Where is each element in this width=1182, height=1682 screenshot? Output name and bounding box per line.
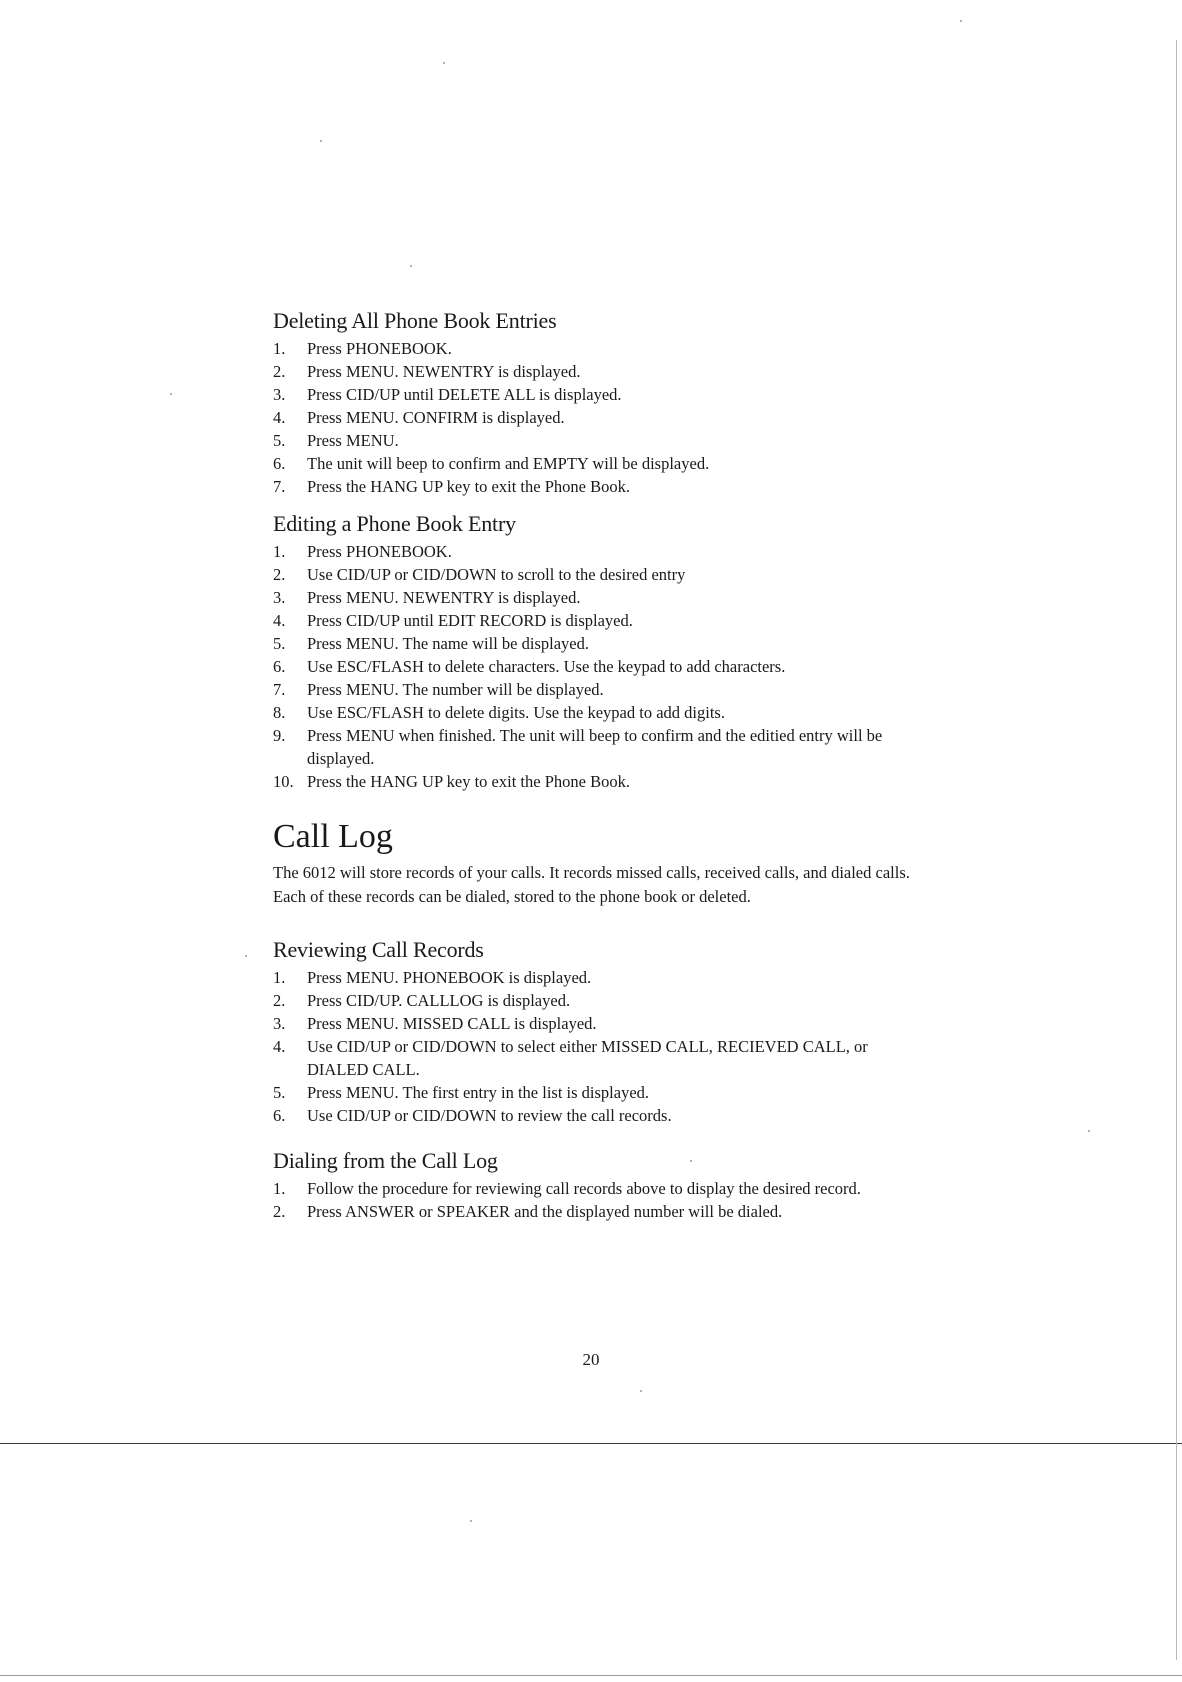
step-text: Press PHONEBOOK.: [307, 542, 452, 561]
section-review-calls: [273, 936, 913, 1127]
section-delete-all: [273, 307, 913, 498]
list-item: [273, 337, 913, 360]
step-number: 2.: [273, 1202, 286, 1221]
list-item: [273, 586, 913, 609]
section-dial-from-log: [273, 1147, 913, 1223]
step-number: 4.: [273, 1037, 286, 1056]
step-number: 6.: [273, 454, 286, 473]
step-text: Use ESC/FLASH to delete characters. Use the keypad to add characters.: [307, 657, 786, 676]
step-number: 7.: [273, 477, 286, 496]
scan-edge-right: [1176, 40, 1177, 1660]
step-text: Press MENU. The number will be displayed.: [307, 680, 604, 699]
step-list: [273, 540, 913, 793]
list-item: [273, 540, 913, 563]
step-number: 3.: [273, 385, 286, 404]
list-item: [273, 475, 913, 498]
step-list: [273, 1177, 913, 1223]
list-item: [273, 1012, 913, 1035]
step-text: Use CID/UP or CID/DOWN to review the call records.: [307, 1106, 672, 1125]
scan-speck: [410, 265, 412, 267]
step-number: 8.: [273, 703, 286, 722]
call-log-intro: The 6012 will store records of your calls. It records missed calls, received calls, and dialed calls. Each of these records can be dialed, stored to the phone book or deleted.: [273, 863, 910, 906]
step-list: [273, 966, 913, 1127]
step-number: 5.: [273, 634, 286, 653]
step-number: 6.: [273, 657, 286, 676]
step-text: Press the HANG UP key to exit the Phone Book.: [307, 477, 630, 496]
scan-speck: [320, 140, 322, 142]
step-number: 3.: [273, 1014, 286, 1033]
page-content: [273, 307, 913, 1223]
step-text: Use ESC/FLASH to delete digits. Use the keypad to add digits.: [307, 703, 725, 722]
list-item: [273, 1104, 913, 1127]
step-number: 6.: [273, 1106, 286, 1125]
section-heading: Reviewing Call Records: [273, 937, 484, 962]
list-item: [273, 632, 913, 655]
step-number: 1.: [273, 339, 286, 358]
scan-speck: [690, 1160, 692, 1162]
scan-speck: [960, 20, 962, 22]
list-item: [273, 406, 913, 429]
step-text: Follow the procedure for reviewing call records above to display the desired record.: [307, 1179, 861, 1198]
list-item: [273, 1200, 913, 1223]
step-number: 7.: [273, 680, 286, 699]
step-text: Press MENU. The name will be displayed.: [307, 634, 589, 653]
step-text: Use CID/UP or CID/DOWN to select either MISSED CALL, RECIEVED CALL, or DIALED CALL.: [307, 1037, 868, 1079]
page-divider: [0, 1443, 1182, 1444]
step-text: Press MENU. MISSED CALL is displayed.: [307, 1014, 597, 1033]
step-number: 9.: [273, 726, 286, 745]
section-heading: Deleting All Phone Book Entries: [273, 308, 557, 333]
step-text: Press MENU. NEWENTRY is displayed.: [307, 588, 581, 607]
page-title: Call Log: [273, 818, 393, 855]
page-number: 20: [582, 1350, 600, 1369]
step-text: Press CID/UP. CALLLOG is displayed.: [307, 991, 571, 1010]
step-number: 5.: [273, 431, 286, 450]
step-number: 2.: [273, 991, 286, 1010]
list-item: [273, 724, 913, 770]
step-text: Press CID/UP until DELETE ALL is displayed.: [307, 385, 622, 404]
step-number: 1.: [273, 1179, 286, 1198]
section-heading: Dialing from the Call Log: [273, 1148, 498, 1173]
step-text: Use CID/UP or CID/DOWN to scroll to the desired entry: [307, 565, 686, 584]
list-item: [273, 429, 913, 452]
list-item: [273, 383, 913, 406]
list-item: [273, 989, 913, 1012]
step-text: Press PHONEBOOK.: [307, 339, 452, 358]
section-call-log: [273, 817, 913, 908]
scan-speck: [443, 62, 445, 64]
list-item: [273, 701, 913, 724]
list-item: [273, 452, 913, 475]
section-heading: Editing a Phone Book Entry: [273, 511, 516, 536]
step-number: 4.: [273, 408, 286, 427]
scan-speck: [1088, 1130, 1090, 1132]
step-text: Press the HANG UP key to exit the Phone Book.: [307, 772, 630, 791]
section-edit-entry: [273, 510, 913, 793]
step-text: Press MENU. CONFIRM is displayed.: [307, 408, 565, 427]
step-text: Press MENU when finished. The unit will beep to confirm and the editied entry will be displayed.: [307, 726, 883, 768]
step-number: 5.: [273, 1083, 286, 1102]
step-number: 4.: [273, 611, 286, 630]
scan-speck: [640, 1390, 642, 1392]
step-text: Press MENU. PHONEBOOK is displayed.: [307, 968, 592, 987]
list-item: [273, 966, 913, 989]
step-number: 2.: [273, 362, 286, 381]
list-item: [273, 1081, 913, 1104]
step-number: 1.: [273, 968, 286, 987]
list-item: [273, 360, 913, 383]
scan-speck: [470, 1520, 472, 1522]
list-item: [273, 655, 913, 678]
list-item: [273, 563, 913, 586]
list-item: [273, 1035, 913, 1081]
list-item: [273, 678, 913, 701]
step-text: Press CID/UP until EDIT RECORD is displayed.: [307, 611, 633, 630]
step-text: Press MENU. The first entry in the list is displayed.: [307, 1083, 650, 1102]
step-number: 2.: [273, 565, 286, 584]
scan-speck: [170, 393, 172, 395]
step-text: Press ANSWER or SPEAKER and the displayed number will be dialed.: [307, 1202, 783, 1221]
step-text: Press MENU. NEWENTRY is displayed.: [307, 362, 581, 381]
scan-edge-bottom: [0, 1675, 1182, 1676]
list-item: [273, 609, 913, 632]
list-item: [273, 770, 913, 793]
scan-speck: [245, 955, 247, 957]
step-text: Press MENU.: [307, 431, 399, 450]
step-text: The unit will beep to confirm and EMPTY will be displayed.: [307, 454, 710, 473]
step-number: 3.: [273, 588, 286, 607]
step-number: 10.: [273, 772, 294, 791]
step-list: [273, 337, 913, 498]
step-number: 1.: [273, 542, 286, 561]
list-item: [273, 1177, 913, 1200]
